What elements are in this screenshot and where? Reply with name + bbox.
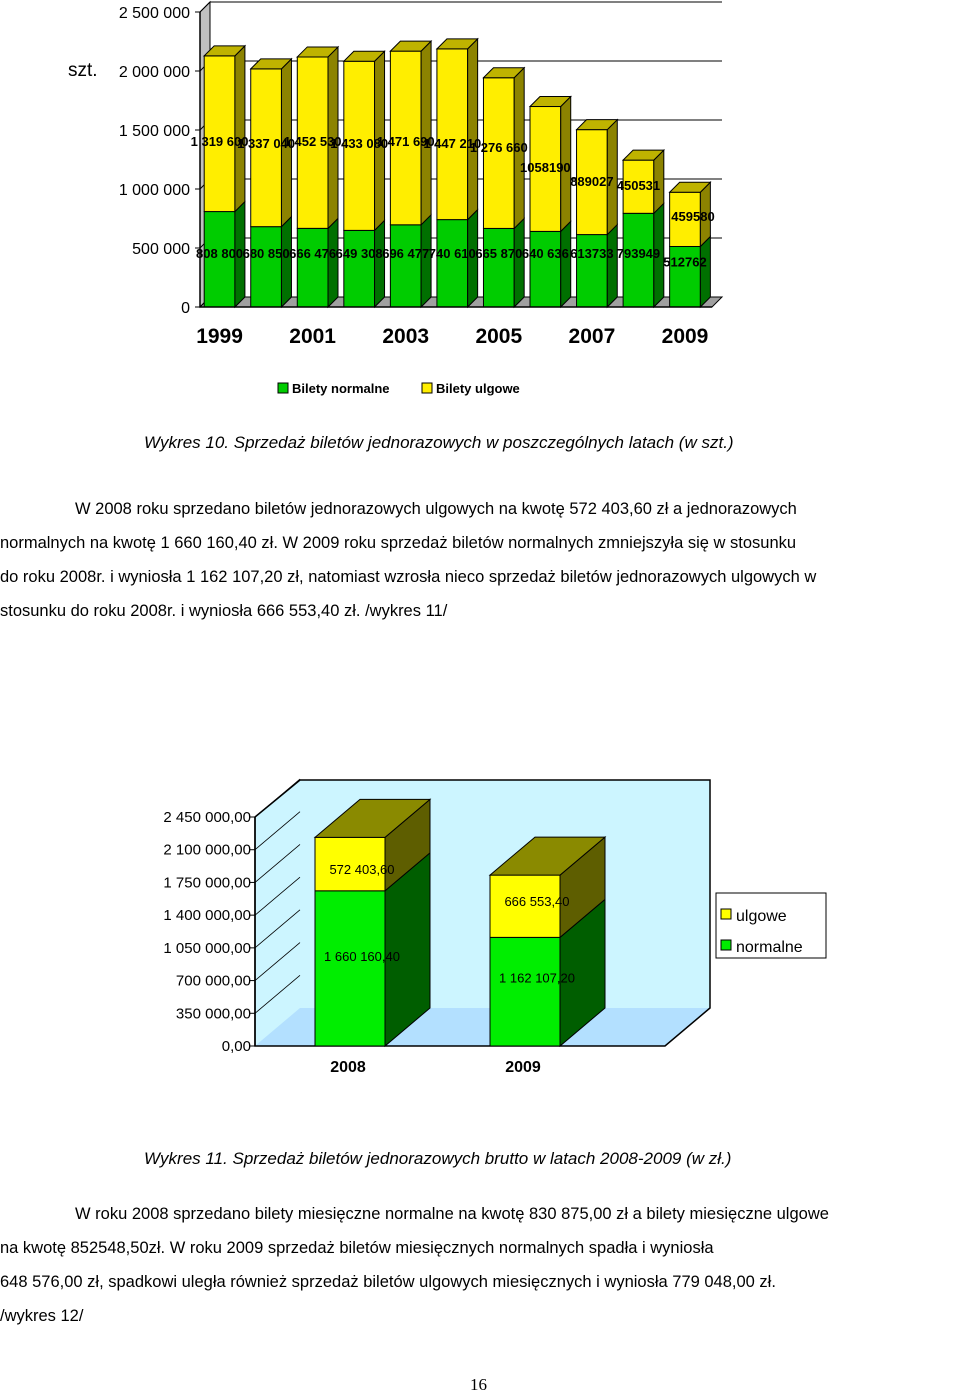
bar-normalne-front [315,891,385,1046]
data-label-normalne: 640 636 [521,246,569,261]
bar-normalne-front [490,937,560,1046]
legend-swatch-normalne [721,940,731,950]
legend-swatch-ulgowe [721,909,731,919]
y-tick-label: 0,00 [221,1038,251,1055]
bar-normalne-side [607,225,617,307]
paragraph-2-line-2: na kwotę 852548,50zł. W roku 2009 sprzedaż biletów miesięcznych normalnych spadła i wyniosła [0,1239,714,1257]
data-label-normalne: 740 610 [428,246,476,261]
bar-ulgowe-front [437,49,468,220]
y-tick-label: 2 000 000 [118,64,190,81]
data-label-normalne: 696 477 [382,246,430,261]
y-tick-label: 700 000,00 [175,972,251,990]
legend-label-ulgowe: ulgowe [736,908,787,925]
bar-normalne-front [344,230,375,307]
data-label-ulgowe: 459580 [671,209,715,224]
x-tick-label: 2009 [505,1059,541,1076]
bar-normalne-side [281,217,291,307]
x-tick-label: 2005 [475,325,523,348]
x-tick-label: 1999 [196,325,243,348]
paragraph-1-line-1: W 2008 roku sprzedano biletów jednorazowych ulgowych na kwotę 572 403,60 zł a jednorazowych [75,500,797,518]
y-tick-label: 1 050 000,00 [163,939,251,957]
data-label-normalne: 1 660 160,40 [324,948,400,964]
legend-swatch-normalne [278,383,288,393]
data-label-ulgowe: 1 433 080 [330,136,389,151]
chart-revenue-2008-2009 [0,770,960,1100]
bar-normalne-front [251,227,282,307]
data-label-normalne: 666 476 [289,246,337,261]
bar-normalne-side [561,221,571,307]
bar-normalne-front [437,220,468,307]
legend-label-ulgowe: Bilety ulgowe [436,381,520,396]
y-tick-label: 2 100 000,00 [163,841,251,859]
data-label-normalne: 613733 [570,246,614,261]
data-label-normalne: 512762 [663,254,707,270]
data-label-ulgowe: 1 276 660 [469,140,528,155]
bar-ulgowe-1999 [204,46,245,212]
y-tick-label: 1 750 000,00 [163,874,251,892]
y-tick-label: 1 000 000 [118,182,190,199]
y-unit-label: szt. [68,60,98,81]
legend-label-normalne: Bilety normalne [292,381,390,396]
chart1-caption: Wykres 10. Sprzedaż biletów jednorazowych w poszczególnych latach (w szt.) [144,433,734,452]
data-label-ulgowe: 572 403,60 [329,862,395,878]
y-tick-label: 500 000 [132,241,190,258]
x-tick-label: 2007 [568,325,616,348]
paragraph-2-line-4: /wykres 12/ [0,1307,84,1325]
chart-sales-by-year [0,0,960,410]
paragraph-2 [0,1197,960,1333]
data-label-ulgowe: 1 452 530 [283,134,342,149]
data-label-ulgowe: 1 319 600 [190,134,249,149]
y-tick-label: 1 500 000 [118,123,190,140]
bar-normalne-2000 [251,217,292,307]
chart1-legend [278,381,520,396]
bar-normalne-2009 [670,236,711,307]
bar-normalne-front [530,231,561,307]
page-number: 16 [470,1375,487,1394]
bar-ulgowe-2004 [437,39,478,220]
data-label-ulgowe: 1 447 210 [423,136,482,151]
data-label-normalne: 1 162 107,20 [499,970,575,986]
legend-swatch-ulgowe [422,383,432,393]
y-tick-label: 2 450 000,00 [163,809,251,826]
paragraph-1-line-4: stosunku do roku 2008r. i wyniosła 666 553,40 zł. /wykres 11/ [0,602,448,620]
bar-ulgowe-2003 [390,41,431,225]
paragraph-1 [0,492,960,628]
y-tick-label: 2 500 000 [118,5,190,22]
data-label-ulgowe: 450531 [616,178,661,193]
chart2-caption: Wykres 11. Sprzedaż biletów jednorazowych brutto w latach 2008-2009 (w zł.) [144,1149,732,1168]
data-label-ulgowe: 1 337 040 [237,136,296,151]
bar-normalne-side [375,220,385,307]
bar-normalne-2001 [297,218,338,307]
bar-ulgowe-side [468,39,478,220]
bar-ulgowe-side [235,46,245,212]
data-label-normalne: 793949 [616,246,661,261]
bar-normalne-2006 [530,221,571,307]
data-label-normalne: 808 800 [196,246,244,261]
y-tick-label: 0 [181,300,190,317]
data-label-ulgowe: 1058190 [520,160,571,175]
bar-normalne-2002 [344,220,385,307]
bar-normalne-front [483,228,514,307]
x-tick-label: 2003 [382,325,430,348]
x-tick-label: 2001 [289,325,336,348]
bar-normalne-front [390,225,421,307]
y-tick-label: 350 000,00 [175,1005,251,1023]
y-tick-label: 1 400 000,00 [163,907,251,925]
data-label-ulgowe: 1 471 690 [376,134,435,149]
bar-normalne-front [297,228,328,307]
paragraph-2-line-1: W roku 2008 sprzedano bilety miesięczne normalne na kwotę 830 875,00 zł a bilety miesięczne ulgowe [75,1205,829,1223]
bar-normalne-side [514,218,524,307]
bar-ulgowe-side [421,41,431,225]
paragraph-1-line-3: do roku 2008r. i wyniosła 1 162 107,20 zł, natomiast wzrosła nieco sprzedaż biletów jednorazowych ulgowych w [0,568,817,586]
bar-normalne-side [328,218,338,307]
bar-normalne-2007 [577,225,618,307]
bar-normalne-side [700,236,710,307]
data-label-normalne: 649 308 [335,246,383,261]
chart2-legend [716,893,826,958]
x-tick-label: 2008 [330,1059,366,1076]
data-label-normalne: 665 870 [475,246,523,261]
paragraph-2-line-3: 648 576,00 zł, spadkowi uległa również sprzedaż biletów ulgowych miesięcznych i wyniosła 779 048,00 zł. [0,1273,776,1291]
legend-label-normalne: normalne [736,939,803,956]
data-label-normalne: 680 850 [242,246,290,261]
bar-normalne-2005 [483,218,524,307]
data-label-ulgowe: 889027 [570,174,614,189]
x-tick-label: 2009 [661,325,709,348]
paragraph-1-line-2: normalnych na kwotę 1 660 160,40 zł. W 2009 roku sprzedaż biletów normalnych zmniejszyła się w stosunku [0,534,797,552]
data-label-ulgowe: 666 553,40 [504,894,570,910]
